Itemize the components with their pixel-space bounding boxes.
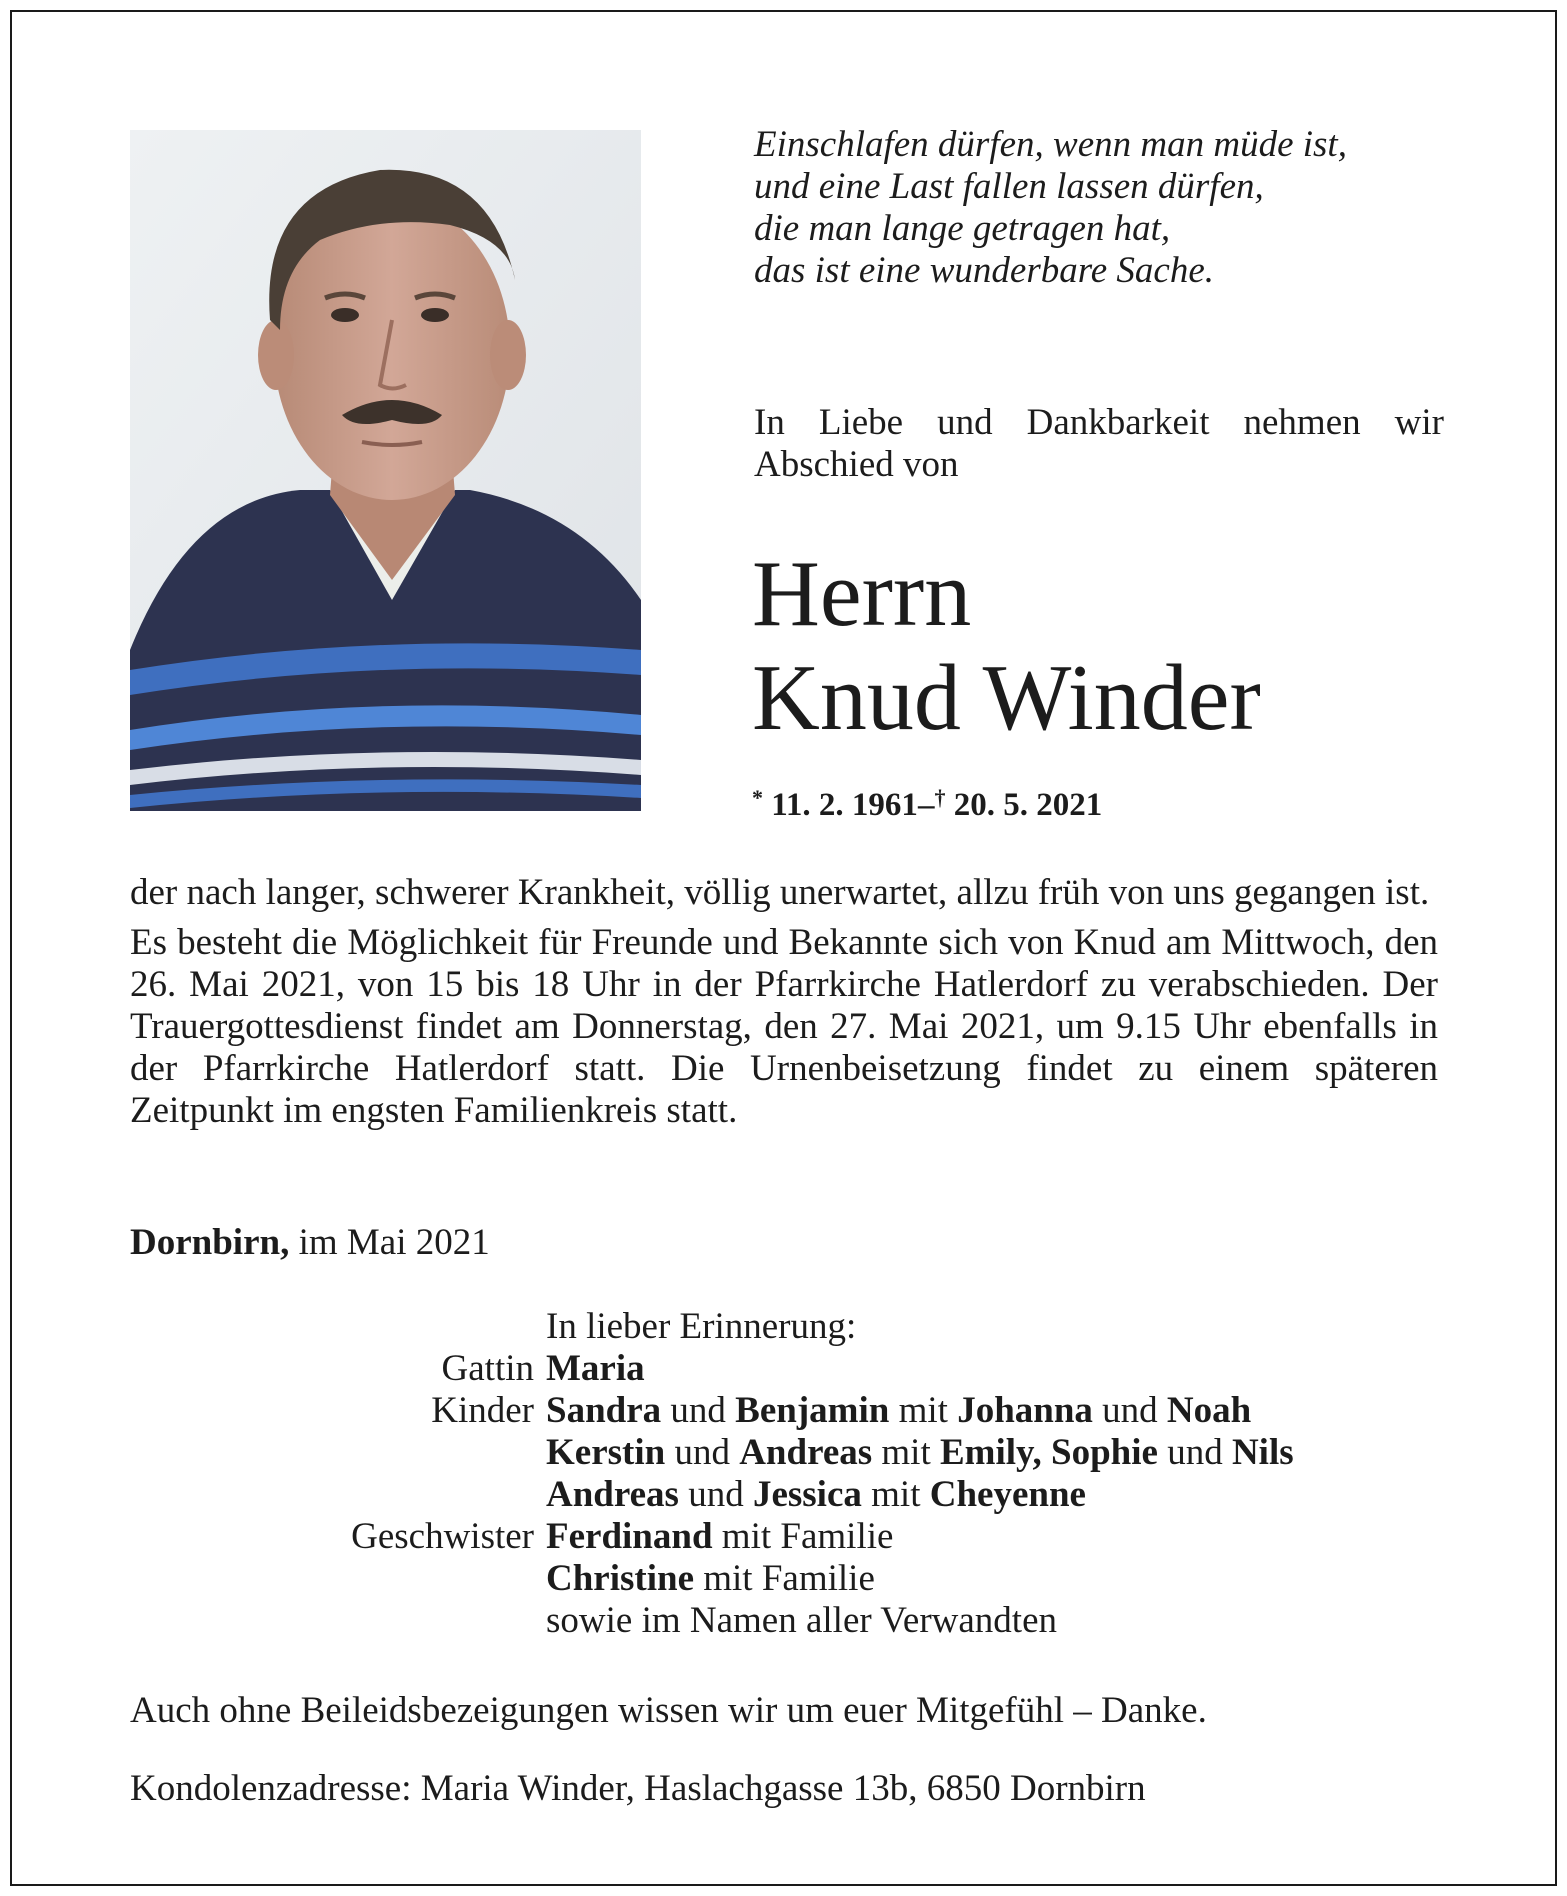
condolence-address: Kondolenzadresse: Maria Winder, Haslachgasse 13b, 6850 Dornbirn [130, 1768, 1146, 1809]
family-member-name: Noah [1166, 1390, 1252, 1431]
family-row [130, 1432, 1460, 1474]
thanks-line: Auch ohne Beileidsbezeigungen wissen wir um euer Mitgefühl – Danke. [130, 1690, 1207, 1731]
death-date: 20. 5. 2021 [953, 787, 1103, 823]
family-relation-label [130, 1558, 546, 1600]
family-row [130, 1516, 1460, 1558]
date-separator: – [917, 787, 935, 823]
place-date [130, 1222, 490, 1264]
connector-text: sowie im Namen aller Verwandten [546, 1600, 1057, 1641]
body-paragraph-1: der nach langer, schwerer Krankheit, völlig unerwartet, allzu früh von uns gegangen ist. [130, 872, 1430, 913]
connector-text: und [661, 1390, 736, 1431]
family-names [546, 1432, 1294, 1474]
place-month: im Mai 2021 [298, 1222, 490, 1263]
family-member-name: Ferdinand [546, 1516, 713, 1557]
poem-line: die man lange getragen hat, [754, 208, 1171, 249]
connector-text: und [665, 1432, 740, 1473]
place-city: Dornbirn, [130, 1222, 290, 1263]
family-member-name: Johanna [957, 1390, 1093, 1431]
family-relation-label [130, 1600, 546, 1642]
poem-line: Einschlafen dürfen, wenn man müde ist, [754, 124, 1347, 165]
family-list [130, 1306, 1460, 1642]
body-paragraph-2: Es besteht die Möglichkeit für Freunde und Bekannte sich von Knud am Mittwoch, den 26. Mai 2021, von 15 bis 18 Uhr in der Pfarrkirche Hatlerdorf zu verabschieden. Der Trauergottesdienst findet am Donnerstag, den 27. Mai 2021, um 9.15 Uhr ebenfalls in der Pfarrkirche Hatlerdorf statt. Die Urnenbeisetzung findet zu einem späteren Zeitpunkt im engsten Familienkreis statt. [130, 922, 1438, 1131]
family-member-name: Andreas [739, 1432, 873, 1473]
connector-text: mit [861, 1474, 930, 1515]
family-names [546, 1558, 875, 1600]
family-relation-label: Gattin [441, 1348, 534, 1389]
family-names [546, 1390, 1251, 1432]
portrait-photo [130, 130, 641, 811]
body-text [130, 872, 1438, 1132]
connector-text: mit Familie [694, 1558, 875, 1599]
family-member-name: Kerstin [546, 1432, 666, 1473]
family-names [546, 1600, 1057, 1642]
family-row [130, 1390, 1460, 1432]
connector-text: und [1157, 1432, 1232, 1473]
family-row [130, 1474, 1460, 1516]
connector-text: mit [889, 1390, 958, 1431]
family-names [546, 1474, 1086, 1516]
family-row [130, 1600, 1460, 1642]
intro-text: In Liebe und Dankbarkeit nehmen wir Abschied von [754, 402, 1444, 485]
death-symbol: † [934, 785, 946, 810]
family-member-name: Emily, Sophie [940, 1432, 1158, 1473]
deceased-name: Knud Winder [752, 646, 1261, 750]
family-names [546, 1516, 893, 1558]
family-row [130, 1348, 1460, 1390]
family-heading: In lieber Erinnerung: [546, 1306, 857, 1347]
family-member-name: Christine [546, 1558, 694, 1599]
poem-line: und eine Last fallen lassen dürfen, [754, 166, 1264, 207]
family-names [546, 1348, 645, 1390]
connector-text: mit Familie [712, 1516, 894, 1557]
connector-text: und [1092, 1390, 1167, 1431]
connector-text: mit [872, 1432, 940, 1473]
family-member-name: Nils [1231, 1432, 1294, 1473]
family-relation-label: Geschwister [351, 1516, 534, 1557]
family-relation-label [130, 1474, 546, 1516]
family-member-name: Cheyenne [929, 1474, 1086, 1515]
life-dates [752, 778, 1102, 825]
connector-text: und [678, 1474, 753, 1515]
birth-symbol: * [752, 785, 763, 810]
family-relation-label [130, 1432, 546, 1474]
poem-line: das ist eine wunderbare Sache. [754, 250, 1215, 291]
deceased-title [752, 542, 1261, 750]
birth-date: 11. 2. 1961 [771, 787, 918, 823]
family-member-name: Andreas [546, 1474, 679, 1515]
family-row [130, 1558, 1460, 1600]
family-relation-label: Kinder [431, 1390, 534, 1431]
family-member-name: Benjamin [735, 1390, 890, 1431]
poem [754, 124, 1347, 292]
family-member-name: Jessica [752, 1474, 862, 1515]
salutation: Herrn [752, 542, 972, 646]
family-member-name: Sandra [546, 1390, 662, 1431]
family-member-name: Maria [546, 1348, 645, 1389]
